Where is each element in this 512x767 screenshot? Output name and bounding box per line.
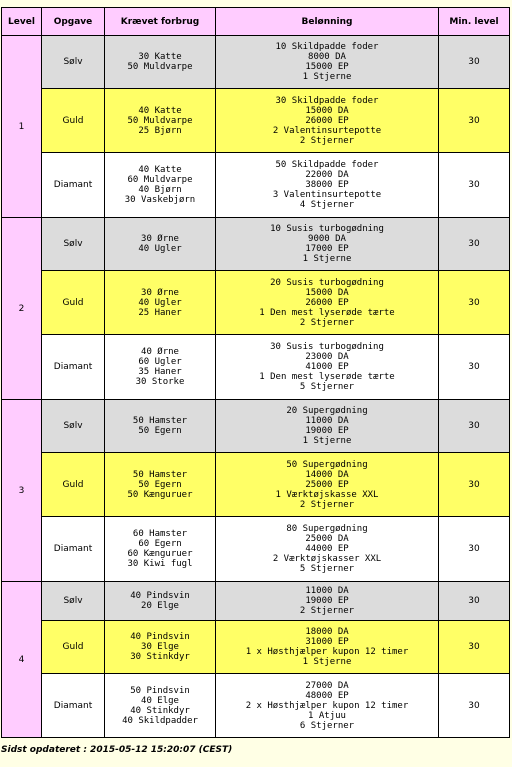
min-level: 30 (439, 400, 510, 453)
reward-item: 22000 DA (305, 170, 349, 180)
required-item: 30 Storke (135, 377, 185, 387)
reward-item: 26000 EP (305, 297, 349, 308)
reward-item: 1 x Høsthjælper kupon 12 timer (245, 647, 409, 657)
required-item: 30 Katte (138, 52, 182, 62)
reward-item: 31000 EP (305, 637, 349, 647)
reward-item: 5 Stjerner (299, 382, 355, 392)
task-tier: Diamant (42, 517, 105, 582)
reward-item: 1 Værktøjskasse XXL (275, 489, 379, 500)
reward-item: 2 x Høsthjælper kupon 12 timer (245, 700, 409, 711)
task-row (2, 621, 510, 674)
required-consumption (105, 517, 216, 582)
reward-item: 20 Susis turbogødning (270, 277, 384, 288)
required-item: 50 Egern (138, 479, 182, 490)
reward-item: 30 Skildpadde foder (275, 95, 379, 106)
reward-item: 9000 DA (308, 234, 346, 244)
required-item: 35 Haner (138, 367, 182, 377)
required-item: 60 Kænguruer (127, 549, 193, 559)
reward-item: 2 Stjerner (299, 317, 355, 328)
task-row (2, 218, 510, 271)
required-consumption (105, 621, 216, 674)
reward-item: 20 Supergødning (286, 406, 368, 416)
reward (216, 36, 439, 89)
reward-item: 26000 EP (305, 115, 349, 126)
min-level: 30 (439, 453, 510, 517)
required-consumption (105, 453, 216, 517)
required-item: 25 Haner (138, 307, 182, 318)
quest-table (1, 7, 510, 738)
reward-item: 17000 EP (305, 244, 349, 254)
min-level: 30 (439, 153, 510, 218)
task-row (2, 582, 510, 621)
required-consumption (105, 153, 216, 218)
reward-item: 1 Stjerne (302, 436, 352, 446)
min-level: 30 (439, 517, 510, 582)
reward-item: 10 Susis turbogødning (270, 224, 384, 234)
header-row (2, 8, 510, 36)
task-row (2, 400, 510, 453)
reward-item: 2 Stjerner (299, 499, 355, 510)
reward-item: 15000 DA (305, 105, 349, 116)
reward-item: 1 Den mest lyserøde tærte (259, 372, 395, 382)
task-tier: Sølv (42, 400, 105, 453)
header-level: Level (2, 8, 42, 36)
required-item: 40 Katte (138, 105, 182, 116)
reward-item: 15000 DA (305, 287, 349, 298)
min-level: 30 (439, 582, 510, 621)
last-updated: Sidst opdateret : 2015-05-12 15:20:07 (CEST) (1, 745, 233, 755)
required-item: 50 Pindsvin (130, 685, 190, 696)
reward-item: 1 Stjerne (302, 657, 352, 667)
min-level: 30 (439, 271, 510, 335)
required-item: 50 Kænguruer (127, 489, 193, 500)
reward-item: 5 Stjerner (299, 564, 355, 574)
reward-item: 2 Stjerner (299, 135, 355, 146)
reward (216, 517, 439, 582)
required-item: 30 Stinkdyr (130, 652, 190, 662)
required-item: 20 Elge (141, 601, 179, 611)
required-consumption (105, 271, 216, 335)
required-item: 25 Bjørn (138, 125, 182, 136)
min-level: 30 (439, 89, 510, 153)
required-consumption (105, 218, 216, 271)
reward-item: 1 Stjerne (302, 72, 352, 82)
task-tier: Diamant (42, 153, 105, 218)
required-item: 40 Ørne (141, 347, 179, 357)
required-consumption (105, 89, 216, 153)
required-consumption (105, 582, 216, 621)
reward-item: 50 Supergødning (286, 459, 368, 470)
required-item: 50 Muldvarpe (127, 62, 193, 72)
reward-item: 2 Valentinsurtepotte (272, 125, 382, 136)
required-item: 30 Vaskebjørn (124, 195, 196, 205)
required-item: 50 Hamster (132, 469, 188, 480)
task-row (2, 36, 510, 89)
task-tier: Sølv (42, 582, 105, 621)
reward (216, 218, 439, 271)
task-row (2, 89, 510, 153)
task-row (2, 271, 510, 335)
task-row (2, 453, 510, 517)
reward-item: 50 Skildpadde foder (275, 160, 379, 170)
task-row (2, 153, 510, 218)
task-tier: Diamant (42, 674, 105, 738)
reward-item: 44000 EP (305, 544, 349, 554)
required-item: 60 Egern (138, 539, 182, 549)
reward-item: 8000 DA (308, 52, 346, 62)
reward (216, 335, 439, 400)
task-tier: Sølv (42, 218, 105, 271)
reward-item: 18000 DA (305, 627, 349, 637)
reward (216, 400, 439, 453)
required-item: 30 Ørne (141, 287, 179, 298)
required-item: 50 Muldvarpe (127, 115, 193, 126)
reward (216, 271, 439, 335)
reward-item: 2 Værktøjskasser XXL (272, 554, 382, 564)
min-level: 30 (439, 335, 510, 400)
required-item: 60 Hamster (132, 529, 188, 539)
reward (216, 453, 439, 517)
reward-item: 10 Skildpadde foder (275, 42, 379, 52)
reward-item: 27000 DA (305, 680, 349, 691)
reward-item: 14000 DA (305, 469, 349, 480)
header-min-level: Min. level (439, 8, 510, 36)
reward-item: 80 Supergødning (286, 524, 368, 534)
required-item: 40 Katte (138, 165, 182, 175)
reward-item: 19000 EP (305, 596, 349, 606)
required-item: 30 Elge (141, 642, 179, 652)
reward-item: 2 Stjerner (299, 606, 355, 616)
reward-item: 41000 EP (305, 362, 349, 372)
required-item: 40 Stinkdyr (130, 705, 190, 716)
required-item: 40 Pindsvin (130, 632, 190, 642)
min-level: 30 (439, 621, 510, 674)
reward-item: 48000 EP (305, 690, 349, 701)
reward-item: 25000 DA (305, 534, 349, 544)
required-item: 40 Skildpadder (122, 715, 198, 726)
required-consumption (105, 36, 216, 89)
reward-item: 15000 EP (305, 62, 349, 72)
required-item: 40 Bjørn (138, 185, 182, 195)
reward (216, 674, 439, 738)
reward-item: 6 Stjerner (299, 720, 355, 731)
required-consumption (105, 335, 216, 400)
reward (216, 621, 439, 674)
required-item: 50 Egern (138, 426, 182, 436)
task-tier: Diamant (42, 335, 105, 400)
reward-item: 38000 EP (305, 180, 349, 190)
required-item: 40 Elge (141, 695, 179, 706)
reward-item: 30 Susis turbogødning (270, 342, 384, 352)
reward-item: 25000 EP (305, 479, 349, 490)
reward (216, 582, 439, 621)
task-row (2, 674, 510, 738)
level-cell: 3 (2, 400, 42, 582)
reward-item: 19000 EP (305, 426, 349, 436)
task-tier: Guld (42, 453, 105, 517)
required-item: 40 Ugler (138, 297, 182, 308)
reward-item: 11000 DA (305, 586, 349, 596)
reward-item: 1 Den mest lyserøde tærte (259, 307, 395, 318)
min-level: 30 (439, 674, 510, 738)
task-tier: Guld (42, 271, 105, 335)
reward-item: 1 Stjerne (302, 254, 352, 264)
level-cell: 2 (2, 218, 42, 400)
task-tier: Guld (42, 621, 105, 674)
header-task: Opgave (42, 8, 105, 36)
required-consumption (105, 674, 216, 738)
level-cell: 1 (2, 36, 42, 218)
required-item: 30 Ørne (141, 234, 179, 244)
min-level: 30 (439, 36, 510, 89)
header-reward: Belønning (216, 8, 439, 36)
reward-item: 1 Atjuu (308, 710, 346, 721)
required-item: 60 Muldvarpe (127, 175, 193, 185)
task-row (2, 517, 510, 582)
required-item: 40 Ugler (138, 244, 182, 254)
required-item: 40 Pindsvin (130, 591, 190, 601)
level-cell: 4 (2, 582, 42, 738)
task-row (2, 335, 510, 400)
reward-item: 23000 DA (305, 352, 349, 362)
header-required: Krævet forbrug (105, 8, 216, 36)
required-item: 50 Hamster (132, 416, 188, 426)
reward (216, 153, 439, 218)
min-level: 30 (439, 218, 510, 271)
quest-body (2, 36, 510, 738)
required-consumption (105, 400, 216, 453)
reward-item: 4 Stjerner (299, 200, 355, 210)
reward (216, 89, 439, 153)
task-tier: Sølv (42, 36, 105, 89)
required-item: 60 Ugler (138, 357, 182, 367)
reward-item: 11000 DA (305, 416, 349, 426)
reward-item: 3 Valentinsurtepotte (272, 190, 382, 200)
required-item: 30 Kiwi fugl (127, 559, 193, 569)
task-tier: Guld (42, 89, 105, 153)
